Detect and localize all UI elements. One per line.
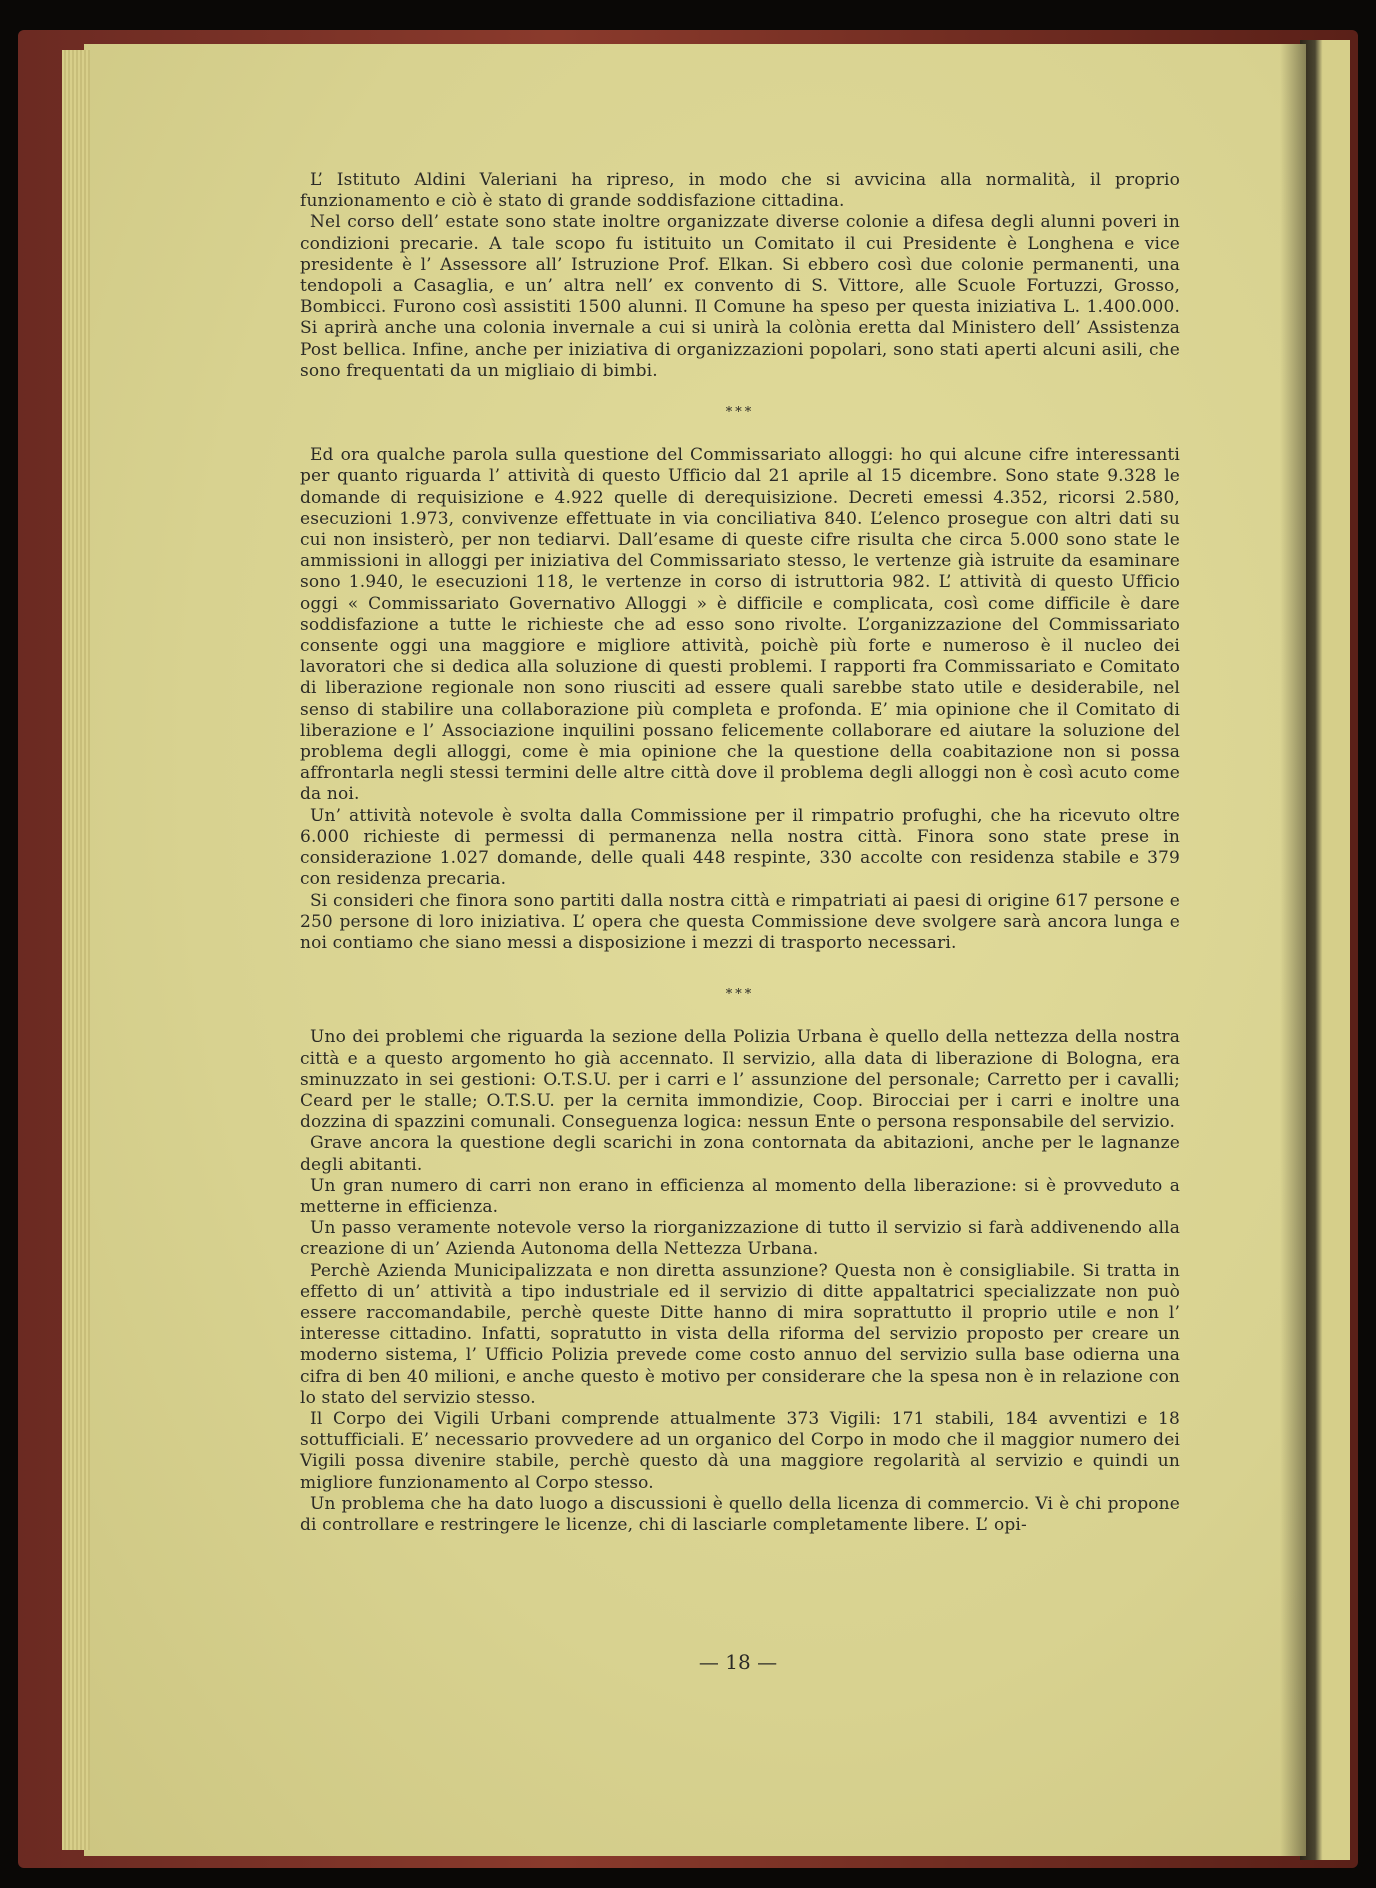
paragraph: Un problema che ha dato luogo a discussioni è quello della licenza di commercio. Vi è chi propone di controllare e restringere le licenze, chi di lasciarle completamente libere. L’ opi- (300, 1493, 1180, 1535)
paragraph: Perchè Azienda Municipalizzata e non diretta assunzione? Questa non è consigliabile. Si tratta in effetto di un’ attività a tipo industriale ed il servizio di ditte appaltatrici specializzate non può essere raccomandabile, perchè queste Ditte hanno di mira soprattutto il proprio utile e non l’ interesse cittadino. Infatti, sopratutto in vista della riforma del servizio proposto per creare un moderno sistema, l’ Ufficio Polizia prevede come costo annuo del servizio sulla base odierna una cifra di ben 40 milioni, e anche questo è motivo per considerare che la spesa non è in relazione con lo stato del servizio stesso. (300, 1260, 1180, 1408)
section-separator: *** (725, 987, 755, 1003)
paragraph: Un passo veramente notevole verso la riorganizzazione di tutto il servizio si farà addivenendo alla creazione di un’ Azienda Autonoma della Nettezza Urbana. (300, 1218, 1180, 1260)
paragraph: Un’ attività notevole è svolta dalla Commissione per il rimpatrio profughi, che ha ricevuto oltre 6.000 richieste di permessi di permanenza nella nostra città. Finora sono state prese in considerazione 1.027 domande, delle quali 448 respinte, 330 accolte con residenza stabile e 379 con residenza precaria. (300, 805, 1180, 890)
paragraph: Un gran numero di carri non erano in efficienza al momento della liberazione: si è provveduto a metterne in efficienza. (300, 1175, 1180, 1217)
paragraph: Grave ancora la questione degli scarichi in zona contornata da abitazioni, anche per le lagnanze degli abitanti. (300, 1133, 1180, 1175)
section-separator: *** (725, 405, 755, 421)
page-stack-edges (62, 50, 90, 1850)
page-number: — 18 — (698, 1650, 778, 1674)
paragraph: Si consideri che finora sono partiti dalla nostra città e rimpatriati ai paesi di origine 617 persone e 250 persone di loro iniziativa. L’ opera che questa Commissione deve svolgere sarà ancora lunga e noi contiamo che siano messi a disposizione i mezzi di trasporto necessari. (300, 890, 1180, 953)
paragraph: Nel corso dell’ estate sono state inoltre organizzate diverse colonie a difesa degli alunni poveri in condizioni precarie. A tale scopo fu istituito un Comitato il cui Presidente è Longhena e vice presidente è l’ Assessore all’ Istruzione Prof. Elkan. Si ebbero così due colonie permanenti, una tendopoli a Casaglia, e un’ altra nell’ ex convento di S. Vittore, alle Scuole Fortuzzi, Grosso, Bombicci. Furono così assistiti 1500 alunni. Il Comune ha speso per questa iniziativa L. 1.400.000. Si aprirà anche una colonia invernale a cui si unirà la colònia eretta dal Ministero dell’ Assistenza Post bellica. Infine, anche per iniziativa di organizzazioni popolari, sono stati aperti alcuni asili, che sono frequentati da un migliaio di bimbi. (300, 212, 1180, 381)
gutter-shadow (1280, 44, 1306, 1856)
paragraph: Il Corpo dei Vigili Urbani comprende attualmente 373 Vigili: 171 stabili, 184 avventizi e 18 sottufficiali. E’ necessario provvedere ad un organico del Corpo in modo che il maggior numero dei Vigili possa divenire stabile, perchè questo dà una maggiore regolarità al servizio e quindi un migliore funzionamento al Corpo stesso. (300, 1408, 1180, 1493)
paragraph: Uno dei problemi che riguarda la sezione della Polizia Urbana è quello della nettezza della nostra città e a questo argomento ho già accennato. Il servizio, alla data di liberazione di Bologna, era sminuzzato in sei gestioni: O.T.S.U. per i carri e l’ assunzione del personale; Carretto per i cavalli; Ceard per le stalle; O.T.S.U. per la cernita immondizie, Coop. Birocciai per i carri e inoltre una dozzina di spazzini comunali. Conseguenza logica: nessun Ente o persona responsabile del servizio. (300, 1027, 1180, 1133)
paragraph: Ed ora qualche parola sulla questione del Commissariato alloggi: ho qui alcune cifre interessanti per quanto riguarda l’ attività di questo Ufficio dal 21 aprile al 15 dicembre. Sono state 9.328 le domande di requisizione e 4.922 quelle di derequisizione. Decreti emessi 4.352, ricorsi 2.580, esecuzioni 1.973, convivenze effettuate in via conciliativa 840. L’elenco prosegue con altri dati su cui non insisterò, per non tediarvi. Dall’esame di queste cifre risulta che circa 5.000 sono state le ammissioni in alloggi per iniziativa del Commissariato stesso, le vertenze già istruite da esaminare sono 1.940, le esecuzioni 118, le vertenze in corso di istruttoria 982. L’ attività di questo Ufficio oggi « Commissariato Governativo Alloggi » è difficile e complicata, così come difficile è dare soddisfazione a tutte le richieste che ad esso sono rivolte. L’organizzazione del Commissariato consente oggi una maggiore e migliore attività, poichè più forte e numeroso è il nucleo dei lavoratori che si dedica alla soluzione di questi problemi. I rapporti fra Commissariato e Comitato di liberazione regionale non sono riusciti ad essere quali sarebbe stato utile e desiderabile, nel senso di stabilire una collaborazione più completa e profonda. E’ mia opinione che il Comitato di liberazione e l’ Associazione inquilini possano felicemente collaborare ed aiutare la soluzione del problema degli alloggi, come è mia opinione che la questione della coabitazione non si possa affrontarla negli stessi termini delle altre città dove il problema degli alloggi non è così acuto come da noi. (300, 445, 1180, 805)
body-text (300, 170, 1180, 1536)
paragraph: L’ Istituto Aldini Valeriani ha ripreso, in modo che si avvicina alla normalità, il proprio funzionamento e ciò è stato di grande soddisfazione cittadina. (300, 170, 1180, 212)
facing-page-edge (1300, 40, 1350, 1860)
